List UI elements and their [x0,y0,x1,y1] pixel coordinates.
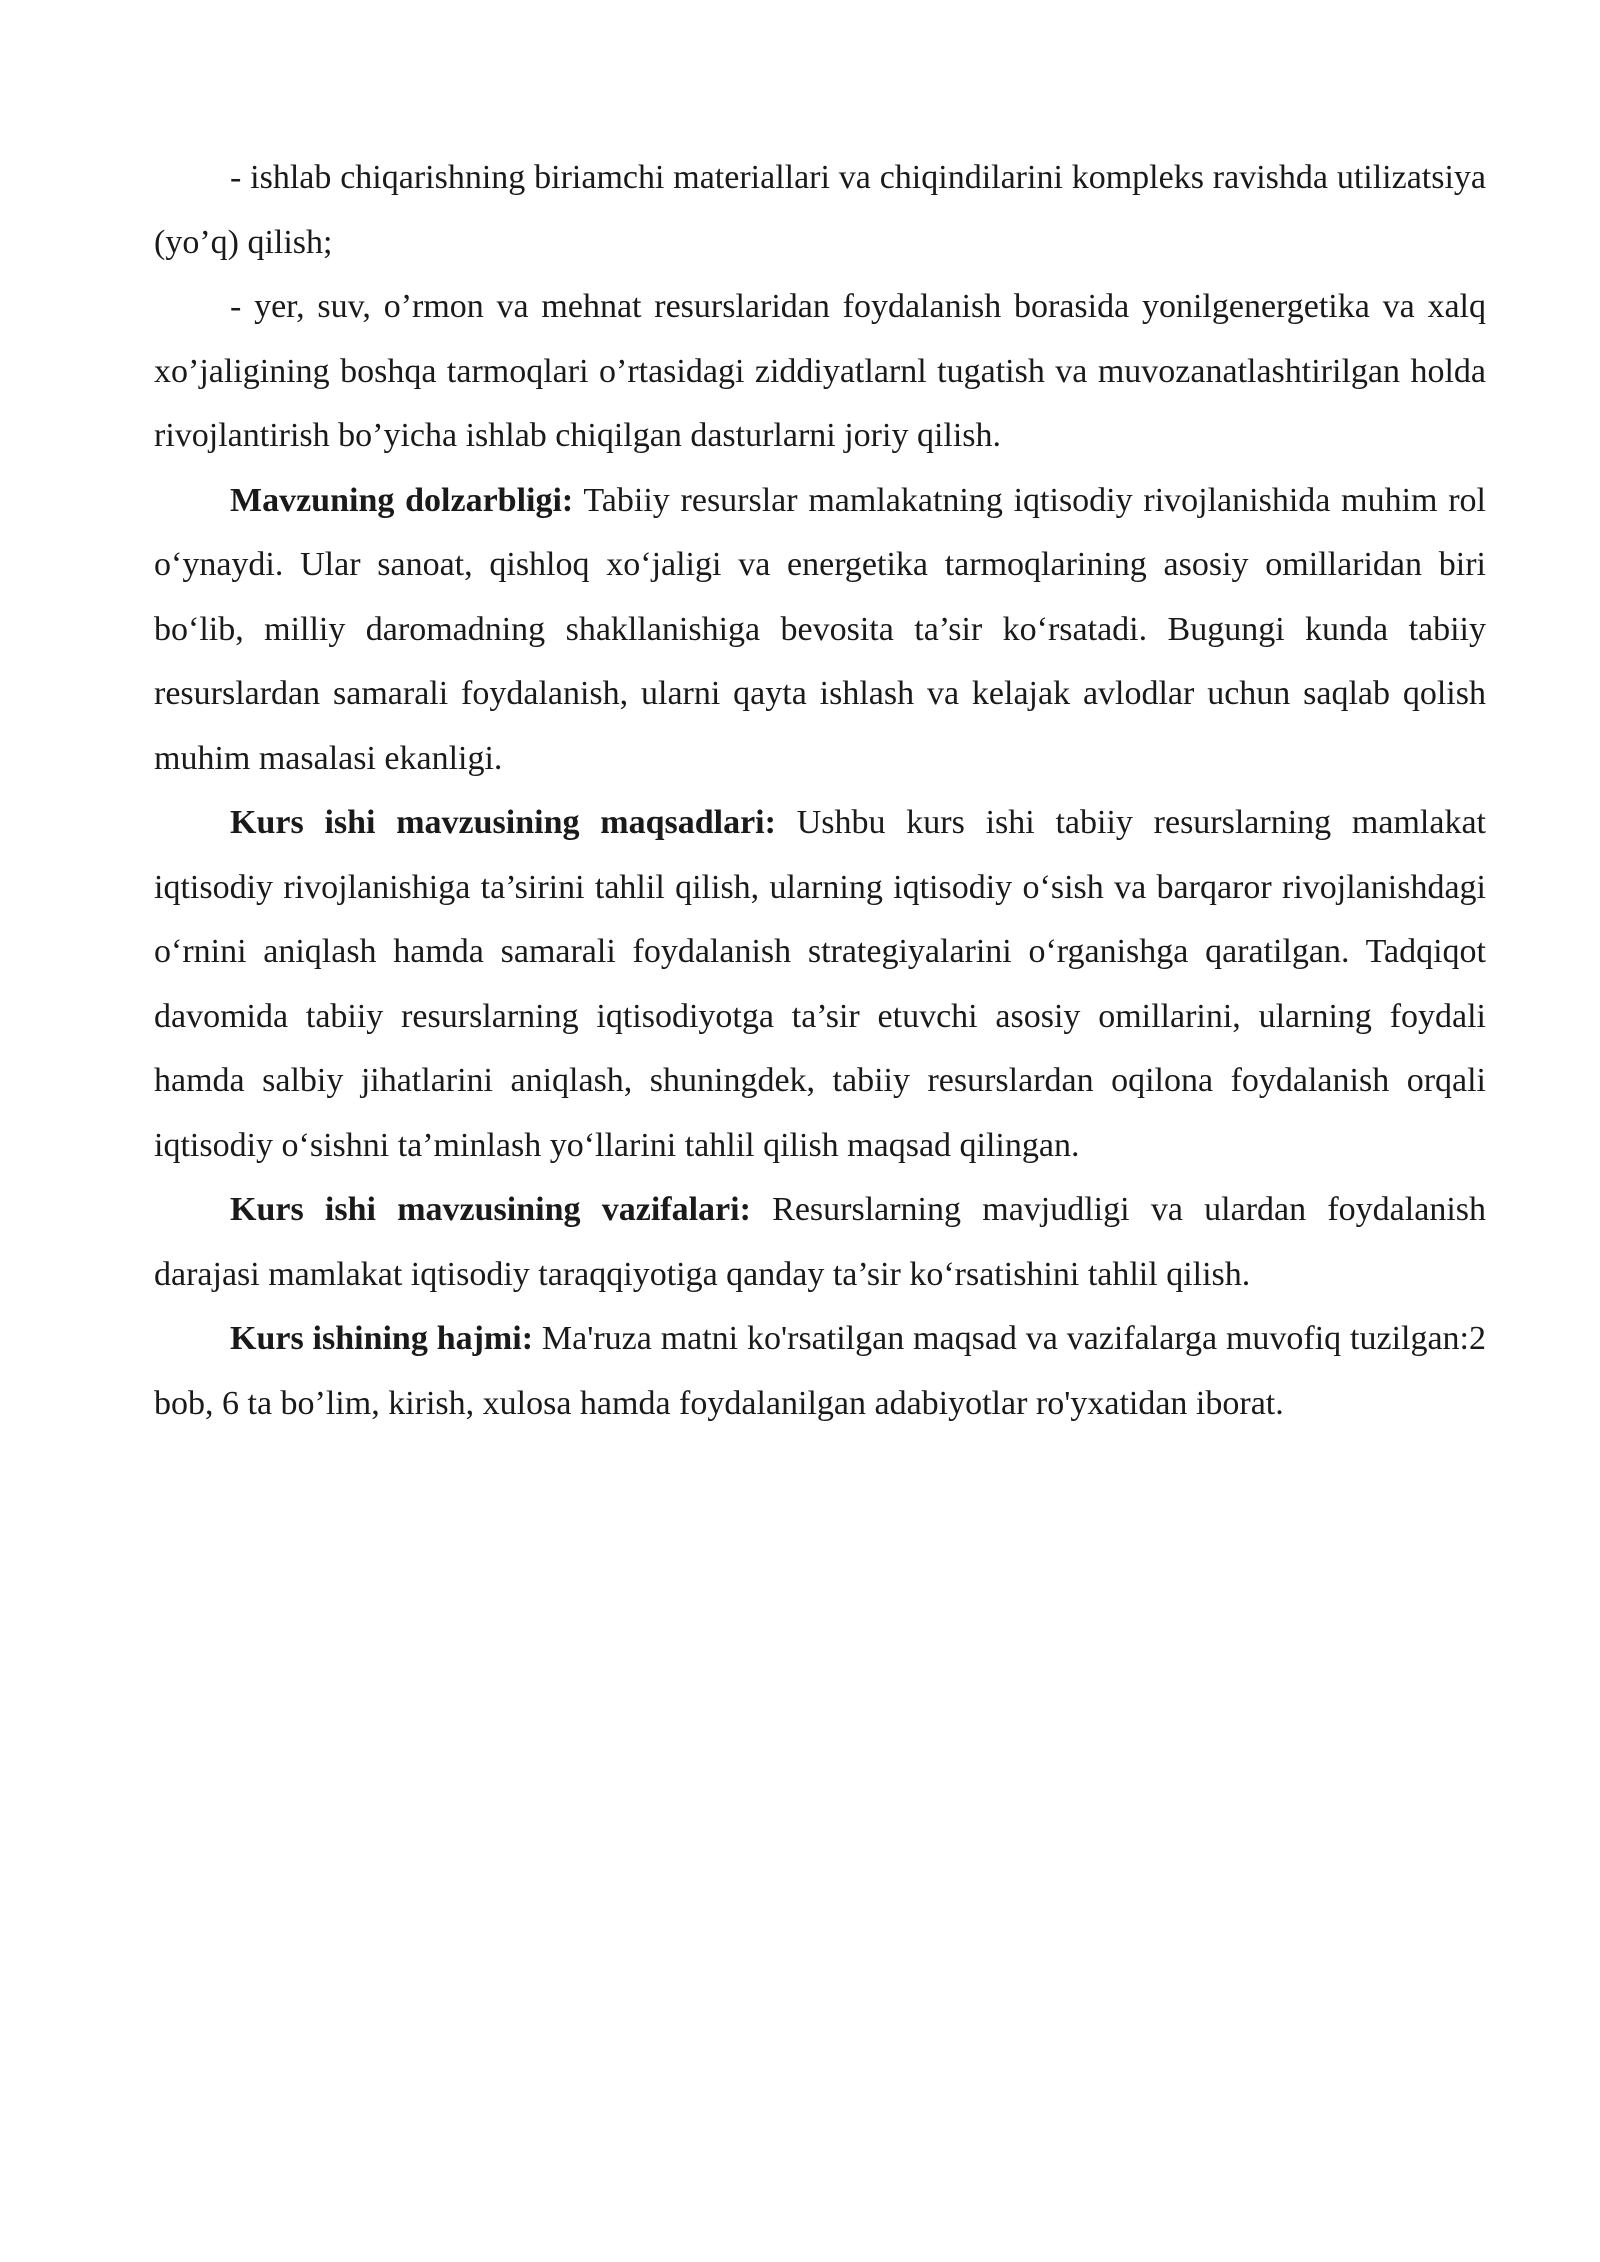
paragraph-relevance [154,469,1486,792]
paragraph-volume [154,1307,1486,1436]
paragraph-heading: Mavzuning dolzarbligi: [230,481,574,519]
paragraph-tasks [154,1178,1486,1307]
paragraph-utilization [154,146,1486,275]
paragraph-goals [154,791,1486,1178]
paragraph-text: Tabiiy resurslar mamlakatning iqtisodiy rivojlanishida muhim rol o‘ynaydi. Ular sanoat, qishloq xo‘jaligi va energetika tarmoqlarining asosiy omillaridan biri bo‘lib, milliy daromadning shakllanishiga bevosita ta’sir ko‘rsatadi. Bugungi kunda tabiiy resurslardan samarali foydalanish, ularni qayta ishlash va kelajak avlodlar uchun saqlab qolish muhim masalasi ekanligi. [154,481,1486,777]
paragraph-text: Ma'ruza matni ko'rsatilgan maqsad va vazifalarga muvofiq tuzilgan:2 bob, 6 ta bo’lim, kirish, xulosa hamda foydalanilgan adabiyotlar ro'yxatidan iborat. [154,1320,1486,1422]
paragraph-resources [154,275,1486,469]
paragraph-text: Ushbu kurs ishi tabiiy resurslarning mamlakat iqtisodiy rivojlanishiga ta’sirini tahlil qilish, ularning iqtisodiy o‘sish va barqaror rivojlanishdagi o‘rnini aniqlash hamda samarali foydalanish strategiyalarini o‘rganishga qaratilgan. Tadqiqot davomida tabiiy resurslarning iqtisodiyotga ta’sir etuvchi asosiy omillarini, ularning foydali hamda salbiy jihatlarini aniqlash, shuningdek, tabiiy resurslardan oqilona foydalanish orqali iqtisodiy o‘sishni ta’minlash yo‘llarini tahlil qilish maqsad qilingan. [154,804,1486,1164]
paragraph-heading: Kurs ishining hajmi: [230,1320,534,1357]
paragraph-text: - ishlab chiqarishning biriamchi materiallari va chiqindilarini kompleks ravishda utilizatsiya (yo’q) qilish; [154,159,1486,261]
paragraph-text: Resurslarning mavjudligi va ulardan foydalanish darajasi mamlakat iqtisodiy taraqqiyotiga qanday ta’sir ko‘rsatishini tahlil qilish. [154,1191,1486,1293]
paragraph-text: - yer, suv, o’rmon va mehnat resurslaridan foydalanish borasida yonilgenergetika va xalq xo’jaligining boshqa tarmoqlari o’rtasidagi ziddiyatlarnl tugatish va muvozanatlashtirilgan holda rivojlantirish bo’yicha ishlab chiqilgan dasturlarni joriy qilish. [154,288,1486,454]
paragraph-heading: Kurs ishi mavzusining vazifalari: [230,1191,751,1228]
paragraph-heading: Kurs ishi mavzusining maqsadlari: [230,804,776,841]
document-page [154,146,1486,1436]
